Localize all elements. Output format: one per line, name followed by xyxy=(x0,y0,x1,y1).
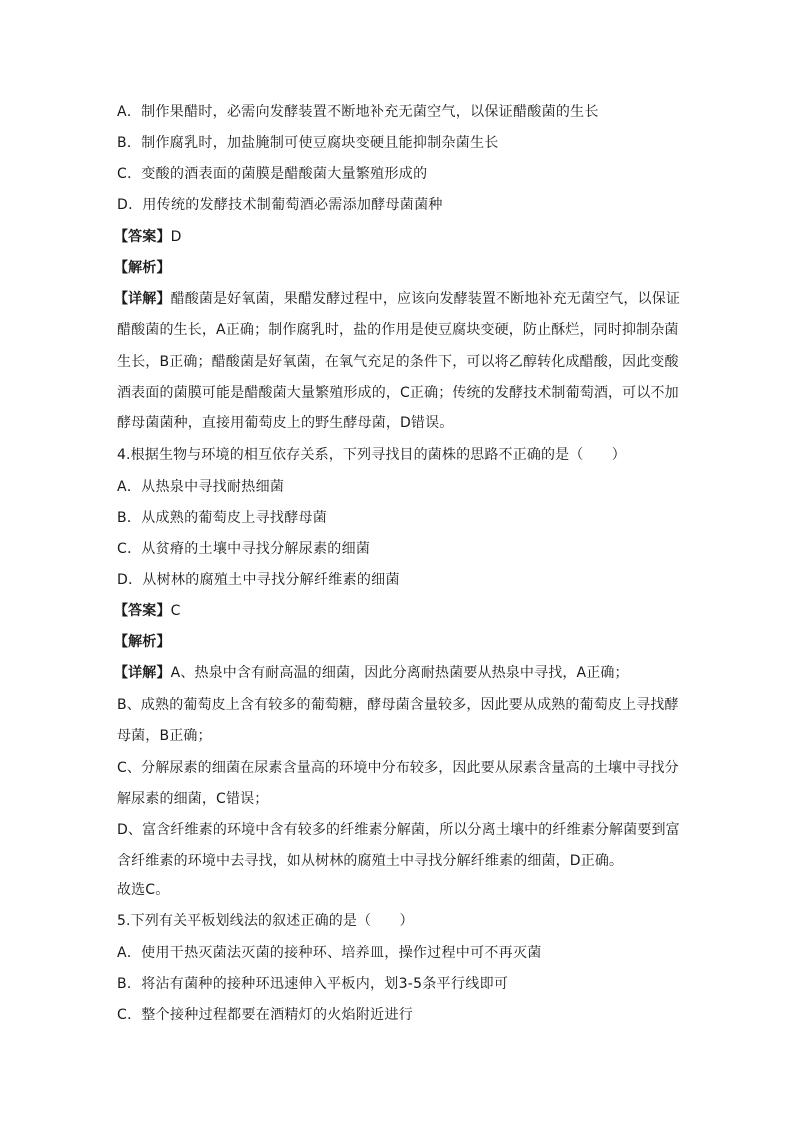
q3-option-c: C．变酸的酒表面的菌膜是醋酸菌大量繁殖形成的 xyxy=(117,166,428,182)
q4-option-d: D．从树林的腐殖土中寻找分解纤维素的细菌 xyxy=(117,572,400,588)
q3-detail-line-5: 酵母菌菌种，直接用葡萄皮上的野生酵母菌，D错误。 xyxy=(117,415,454,431)
q5-stem: 5.下列有关平板划线法的叙述正确的是（ ） xyxy=(117,913,414,929)
q4-detail-line-6: D、富含纤维素的环境中含有较多的纤维素分解菌，所以分离土壤中的纤维素分解菌要到富 xyxy=(117,822,680,838)
q4-detail-line-3: 母菌，B正确； xyxy=(117,728,212,744)
answer-value: C xyxy=(170,603,181,619)
q3-option-d: D．用传统的发酵技术制葡萄酒必需添加酵母菌菌种 xyxy=(117,197,443,213)
q4-detail-line-5: 解尿素的细菌，C错误； xyxy=(117,791,269,807)
q3-answer xyxy=(114,227,674,247)
q5-option-a: A．使用干热灭菌法灭菌的接种环、培养皿，操作过程中可不再灭菌 xyxy=(117,945,542,961)
q5-option-c: C．整个接种过程都要在酒精灯的火焰附近进行 xyxy=(117,1007,414,1023)
q4-stem: 4.根据生物与环境的相互依存关系，下列寻找目的菌株的思路不正确的是（ ） xyxy=(117,447,626,463)
q4-conclusion: 故选C。 xyxy=(117,882,170,898)
q4-detail-line-7: 含纤维素的环境中去寻找，如从树林的腐殖土中寻找分解纤维素的细菌，D正确。 xyxy=(117,853,624,869)
detail-tag: 【详解】 xyxy=(114,291,171,307)
q4-option-a: A．从热泉中寻找耐热细菌 xyxy=(117,479,285,495)
q5-option-b: B．将沾有菌种的接种环迅速伸入平板内，划3-5条平行线即可 xyxy=(117,976,509,992)
detail-tag: 【详解】 xyxy=(114,665,171,681)
q3-option-a: A．制作果醋时，必需向发酵装置不断地补充无菌空气，以保证醋酸菌的生长 xyxy=(117,104,599,120)
answer-tag: 【答案】 xyxy=(114,229,171,245)
detail-text: 醋酸菌是好氧菌，果醋发酵过程中，应该向发酵装置不断地补充无菌空气，以保证 xyxy=(170,291,681,307)
q3-detail-line-1 xyxy=(114,289,681,309)
q4-option-c: C．从贫瘠的土壤中寻找分解尿素的细菌 xyxy=(117,541,371,557)
q4-detail-line-2: B、成熟的葡萄皮上含有较多的葡萄糖，酵母菌含量较多，因此要从成熟的葡萄皮上寻找酵 xyxy=(117,697,679,713)
q4-detail-line-4: C、分解尿素的细菌在尿素含量高的环境中分布较多，因此要从尿素含量高的土壤中寻找分 xyxy=(117,760,679,776)
answer-value: D xyxy=(170,229,182,245)
q4-analysis-tag: 【解析】 xyxy=(114,634,171,650)
q3-detail-line-3: 生长，B正确；醋酸菌是好氧菌，在氧气充足的条件下，可以将乙醇转化成醋酸，因此变酸 xyxy=(117,354,679,370)
q4-option-b: B．从成熟的葡萄皮上寻找酵母菌 xyxy=(117,510,328,526)
q3-analysis-tag: 【解析】 xyxy=(114,260,171,276)
detail-text: A、热泉中含有耐高温的细菌，因此分离耐热菌要从热泉中寻找，A正确； xyxy=(170,665,629,681)
q3-detail-line-4: 酒表面的菌膜可能是醋酸菌大量繁殖形成的，C正确；传统的发酵技术制葡萄酒，可以不加 xyxy=(117,385,679,401)
q3-option-b: B．制作腐乳时，加盐腌制可使豆腐块变硬且能抑制杂菌生长 xyxy=(117,135,499,151)
q4-detail-line-1 xyxy=(114,663,674,683)
answer-tag: 【答案】 xyxy=(114,603,171,619)
q3-detail-line-2: 醋酸菌的生长，A正确；制作腐乳时，盐的作用是使豆腐块变硬，防止酥烂，同时抑制杂菌 xyxy=(117,322,679,338)
q4-answer xyxy=(114,601,674,621)
